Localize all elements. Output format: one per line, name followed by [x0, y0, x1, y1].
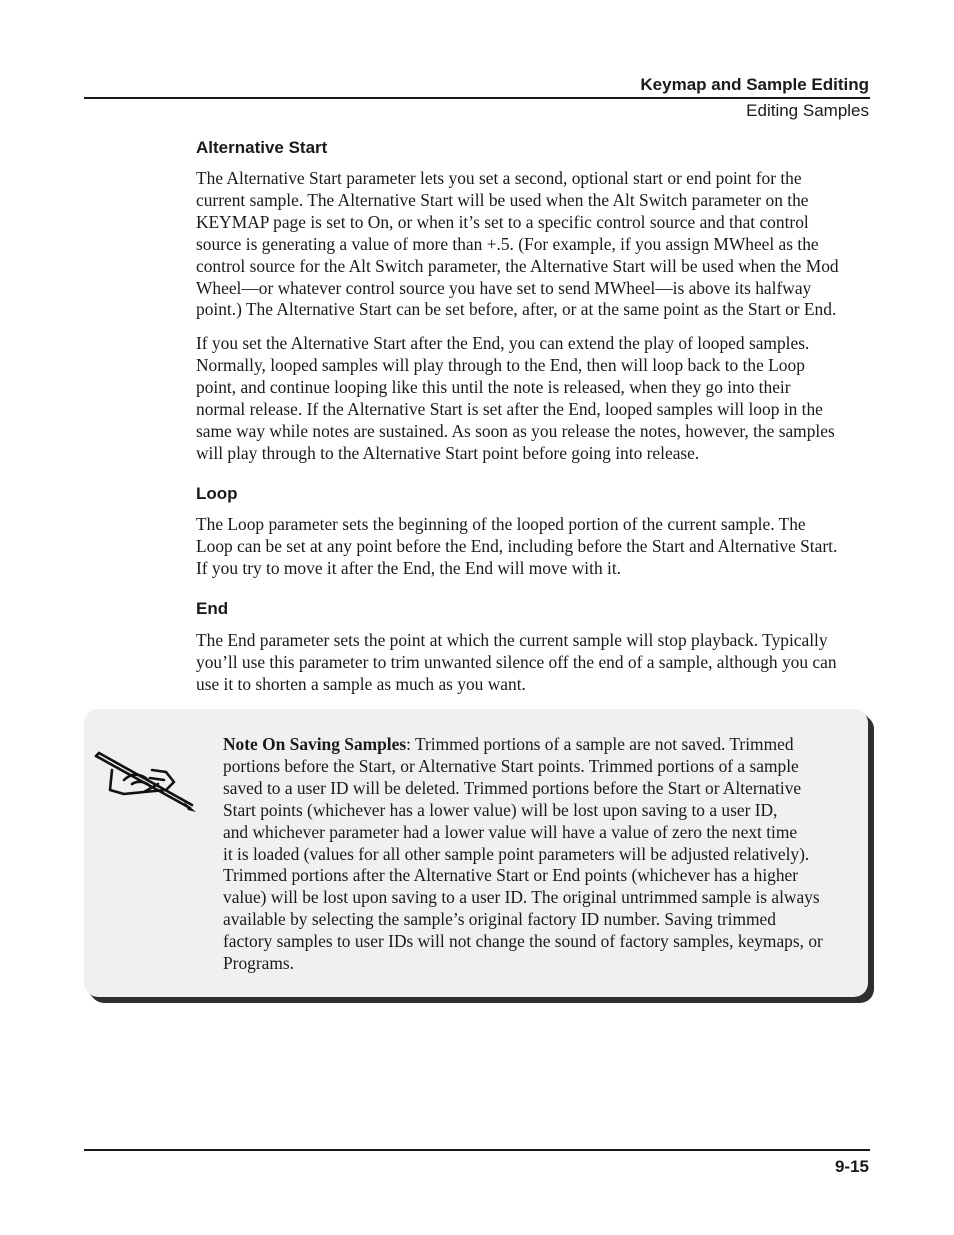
paragraph-alternative-start-2	[196, 333, 876, 464]
note-title: Note On Saving Samples	[223, 734, 407, 754]
paragraph-end	[196, 630, 876, 696]
text-line: Normally, looped samples will play through to the End, then will loop back to the Loop	[196, 354, 805, 375]
text-line: point.) The Alternative Start can be set before, after, or at the same point as the Start or End.	[196, 299, 837, 320]
text-line: use it to shorten a sample as much as you want.	[196, 673, 526, 694]
text-line: control source for the Alt Switch parameter, the Alternative Start will be used when the Mod	[196, 255, 839, 276]
text-line: The Alternative Start parameter lets you set a second, optional start or end point for the	[196, 168, 802, 188]
heading-end: End	[196, 599, 229, 618]
pen-hand-icon	[92, 750, 198, 816]
text-line: Programs.	[223, 953, 295, 974]
paragraph-loop	[196, 514, 876, 580]
section-title: Editing Samples	[746, 101, 869, 120]
text-line: it is loaded (values for all other sample point parameters will be adjusted relatively).	[223, 843, 810, 864]
text-line: and whichever parameter had a lower value will have a value of zero the next time	[223, 821, 798, 842]
text-line: Wheel—or whatever control source you have set to send MWheel—is above its halfway	[196, 277, 812, 298]
text-line: point, and continue looping like this until the note is released, when they go into their	[196, 376, 791, 397]
paragraph-alternative-start-1	[196, 168, 876, 321]
text-line: Trimmed portions after the Alternative Start or End points (whichever has a higher	[223, 865, 799, 886]
header-rule	[84, 97, 870, 99]
text-line: same way while notes are sustained. As soon as you release the notes, however, the samples	[196, 420, 835, 441]
footer-rule	[84, 1149, 870, 1151]
text-line: portions before the Start, or Alternative Start points. Trimmed portions of a sample	[223, 755, 799, 776]
text-line: KEYMAP page is set to On, or when it’s set to a specific control source and that control	[196, 211, 809, 232]
text-line: If you try to move it after the End, the End will move with it.	[196, 557, 622, 578]
text-line: you’ll use this parameter to trim unwanted silence off the end of a sample, although you can	[196, 651, 837, 672]
chapter-title: Keymap and Sample Editing	[640, 75, 869, 94]
heading-loop: Loop	[196, 484, 238, 503]
text-line: If you set the Alternative Start after the End, you can extend the play of looped samples.	[196, 333, 810, 353]
text-line: Start points (whichever has a lower value) will be lost upon saving to a user ID,	[223, 799, 778, 820]
heading-alternative-start: Alternative Start	[196, 138, 328, 157]
text-line: current sample. The Alternative Start will be used when the Alt Switch parameter on the	[196, 189, 809, 210]
note-first-line	[223, 734, 863, 756]
text-line: will play through to the Alternative Start point before going into release.	[196, 442, 700, 463]
note-text	[223, 734, 863, 975]
note-first-line-rest: : Trimmed portions of a sample are not saved. Trimmed	[406, 734, 794, 754]
text-line: available by selecting the sample’s original factory ID number. Saving trimmed	[223, 909, 776, 930]
text-line: Loop can be set at any point before the End, including before the Start and Alternative Start.	[196, 535, 838, 556]
page-number: 9-15	[834, 1157, 869, 1176]
text-line: source is generating a value of more than +.5. (For example, if you assign MWheel as the	[196, 233, 819, 254]
text-line: value) will be lost upon saving to a user ID. The original untrimmed sample is always	[223, 887, 820, 908]
text-line: factory samples to user IDs will not change the sound of factory samples, keymaps, or	[223, 931, 823, 952]
text-line: saved to a user ID will be deleted. Trimmed portions before the Start or Alternative	[223, 777, 802, 798]
text-line: normal release. If the Alternative Start is set after the End, looped samples will loop in the	[196, 398, 823, 419]
text-line: The End parameter sets the point at which the current sample will stop playback. Typically	[196, 630, 828, 650]
text-line: The Loop parameter sets the beginning of the looped portion of the current sample. The	[196, 514, 806, 534]
